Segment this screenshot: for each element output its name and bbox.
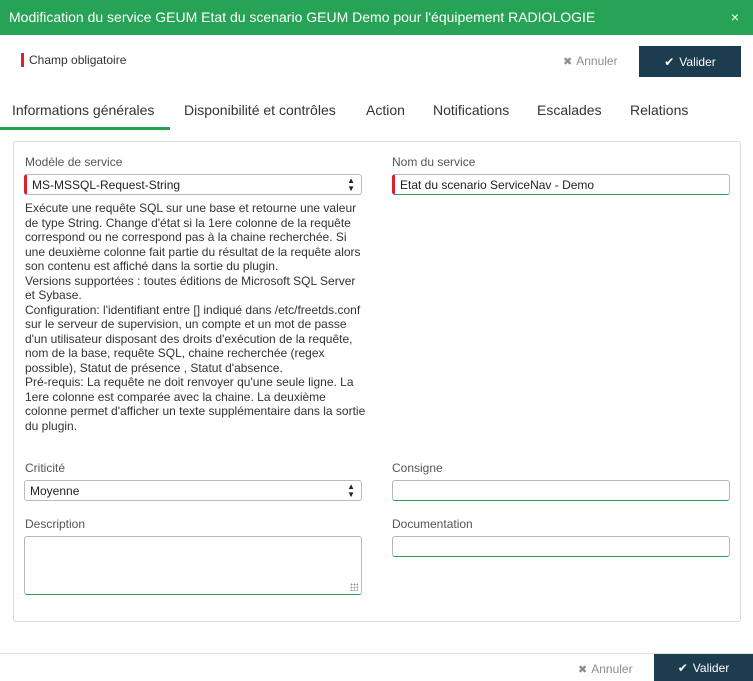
tab-general-info[interactable]: [0, 94, 170, 130]
check-icon: ✔: [677, 660, 688, 675]
description-paragraph: Configuration: l'identifiant entre [] indiqué dans /etc/freetds.conf sur le serveur de supervision, un compte et un mot de passe d'un utilisateur disposant des droits d'exécution de la requête, nom de la base, requête SQL, chaine recherchée (regex possible), Statut de présence , Statut d'absence.: [25, 302, 361, 375]
documentation-label: Documentation: [392, 517, 473, 531]
tab-label: Disponibilité et contrôles: [184, 102, 336, 118]
required-marker: [21, 53, 24, 67]
select-arrows-icon: ▲ ▼: [347, 175, 355, 193]
footer-divider: [0, 653, 753, 654]
close-icon[interactable]: ×: [730, 9, 739, 25]
service-name-input[interactable]: [392, 174, 730, 195]
description-paragraph: Pré-requis: La requête ne doit renvoyer qu'une seule ligne. La 1ere colonne est comparée avec la chaine. La deuxième colonne permet d'afficher un texte supplémentaire dans la sortie du plugin.: [25, 375, 366, 433]
tab-relations[interactable]: [630, 94, 688, 130]
tab-label: Action: [366, 102, 405, 118]
service-model-label: Modèle de service: [25, 155, 123, 169]
times-icon: ✖: [563, 55, 573, 68]
dialog-title: Modification du service GEUM Etat du scenario GEUM Demo pour l'équipement RADIOLOGIE: [9, 9, 596, 25]
tab-label: Informations générales: [12, 102, 155, 118]
service-model-select[interactable]: [24, 174, 362, 195]
times-icon: ✖: [578, 663, 588, 676]
footer-validate-label: Valider: [692, 660, 730, 675]
tab-escalations[interactable]: [537, 94, 602, 130]
service-name-value: Etat du scenario ServiceNav - Demo: [400, 177, 595, 192]
tab-label: Relations: [630, 102, 689, 118]
tab-label: Notifications: [433, 102, 510, 118]
footer-validate-button[interactable]: [654, 654, 753, 681]
description-paragraph: Exécute une requête SQL sur une base et retourne une valeur de type String. Change d'état si la 1ere colonne de la requête correspond ou ne correspond pas à la chaine recherchée. Si une deuxième colonne fait partie du résultat de la requête alors son contenu est affiché dans la sortie du plugin.: [25, 201, 361, 273]
resize-grip-icon[interactable]: [350, 583, 358, 591]
select-arrows-icon: ▲ ▼: [347, 481, 355, 499]
criticity-value: Moyenne: [30, 483, 80, 498]
footer-cancel-label: Annuler: [591, 662, 633, 676]
footer-cancel-button[interactable]: [578, 661, 633, 677]
description-paragraph: Versions supportées : toutes éditions de Microsoft SQL Server et Sybase.: [25, 273, 356, 302]
dialog-title-bar: [0, 0, 753, 35]
required-note: [21, 53, 126, 67]
validate-button[interactable]: [639, 46, 741, 77]
tab-label: Escalades: [537, 102, 602, 118]
check-icon: ✔: [664, 54, 675, 69]
description-textarea[interactable]: [24, 536, 362, 595]
instruction-label: Consigne: [392, 461, 443, 475]
instruction-input[interactable]: [392, 480, 730, 501]
tab-bar: [0, 94, 753, 130]
tab-notifications[interactable]: [433, 94, 509, 130]
service-name-label: Nom du service: [392, 155, 476, 169]
tab-action[interactable]: [366, 94, 405, 130]
description-label: Description: [25, 517, 86, 531]
service-model-value: MS-MSSQL-Request-String: [32, 177, 181, 192]
documentation-input[interactable]: [392, 536, 730, 557]
required-note-label: Champ obligatoire: [29, 53, 127, 67]
criticity-label: Criticité: [25, 461, 66, 475]
validate-button-label: Valider: [679, 54, 716, 69]
cancel-button[interactable]: [563, 53, 618, 69]
service-model-description: [25, 201, 367, 433]
tab-availability[interactable]: [184, 94, 336, 130]
criticity-select[interactable]: [24, 480, 362, 501]
cancel-button-label: Annuler: [576, 54, 618, 68]
